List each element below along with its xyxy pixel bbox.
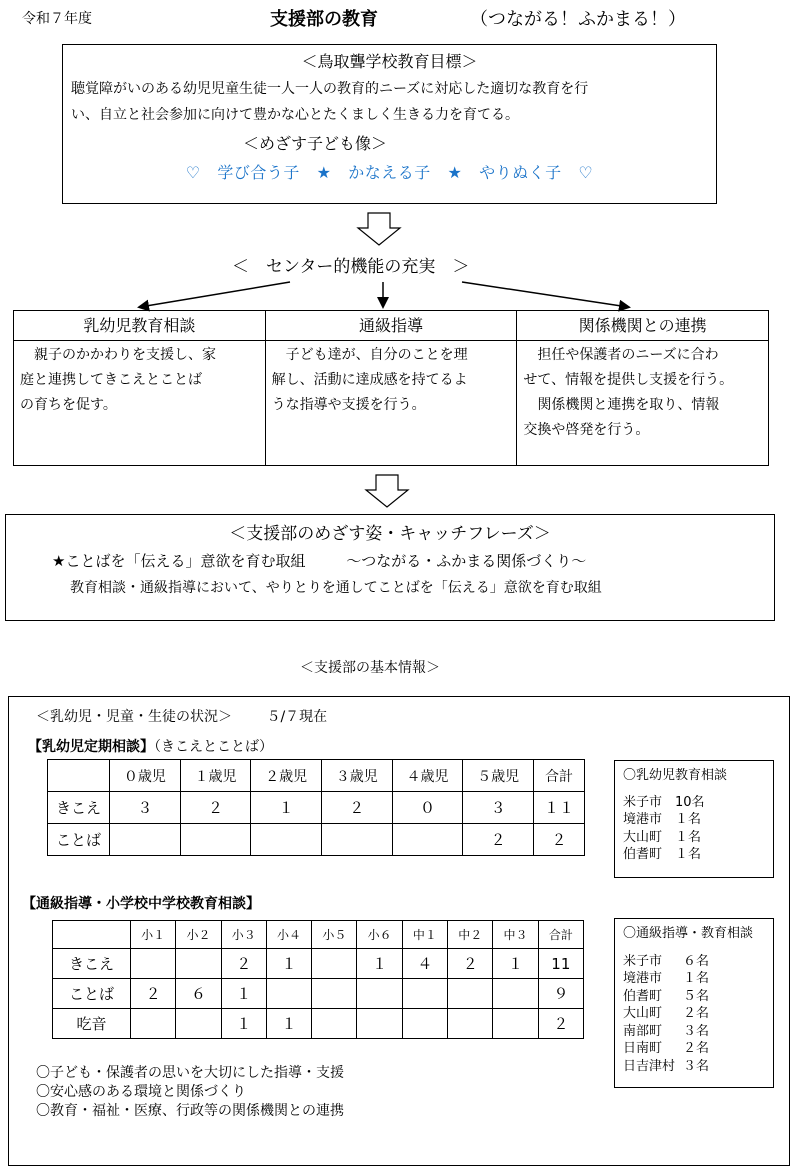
- goal-heading: ＜鳥取聾学校教育目標＞: [301, 52, 478, 71]
- table-row: 吃音 １ １ ２: [53, 1009, 584, 1039]
- column-title: 関係機関との連携: [517, 311, 768, 341]
- ideal-item-1: 学び合う子: [217, 163, 300, 182]
- list-item: 伯耆町 １名: [623, 847, 702, 862]
- column-text: 親子のかかわりを支援し、家 庭と連携してきこえとことば の育ちを促す。: [20, 347, 216, 413]
- table-row: きこえ ３ ２ １ ２ ０ ３ １１: [48, 792, 585, 824]
- table1-title: 【乳幼児定期相談】（きこえとことば）: [28, 739, 273, 755]
- column-title: 乳幼児教育相談: [14, 311, 265, 341]
- page-slogan: （つながる！ふかまる！）: [470, 9, 686, 30]
- table-row: ことば ２ ６ １ ９: [53, 979, 584, 1009]
- hollow-down-arrow-icon: [364, 474, 410, 508]
- list-item: 大山町 １名: [623, 829, 702, 845]
- column-infant-consultation: [14, 311, 266, 465]
- list-item: 〇教育・福祉・医療、行政等の関係機関との連携: [36, 1103, 344, 1119]
- resource-room-table: 小１ 小２ 小３ 小４ 小５ 小６ 中１ 中２ 中３ 合計 きこえ ２ １ １ ４ ２ １ 11 ことば ２ ６ １ ９ 吃音 １ １ ２: [52, 920, 584, 1039]
- list-item: 伯耆町 ５名: [623, 988, 710, 1004]
- list-item: 南部町 ３名: [623, 1023, 710, 1039]
- column-resource-room: [266, 311, 518, 465]
- page-title: 支援部の教育: [270, 9, 378, 30]
- catchphrase-line1: ★ことばを「伝える」意欲を育む取組 〜つながる・ふかまる関係づくり〜: [52, 552, 587, 570]
- list-item: 境港市 １名: [623, 812, 702, 827]
- list-item: 日吉津村 ３名: [623, 1058, 710, 1074]
- column-agency-collaboration: [517, 311, 768, 465]
- ideal-child-list: [63, 160, 716, 183]
- center-function-heading: ＜ センター的機能の充実 ＞: [232, 257, 470, 277]
- ideal-item-2: かなえる子: [348, 163, 431, 182]
- column-text: 子ども達が、自分のことを理 解し、活動に達成感を持てるよ うな指導や支援を行う。: [271, 347, 468, 413]
- fiscal-year: 令和７年度: [22, 11, 92, 27]
- branch-arrows: [0, 270, 800, 315]
- ideal-child-heading: ＜めざす子ども像＞: [243, 134, 388, 153]
- list-item: 大山町 ２名: [623, 1006, 710, 1021]
- table-row: きこえ ２ １ １ ４ ２ １ 11: [53, 949, 584, 979]
- goal-text-line1: 聴覚障がいのある幼児児童生徒一人一人の教育的ニーズに対応した適切な教育を行: [71, 81, 589, 97]
- catchphrase-box: [5, 514, 775, 621]
- infant-consultation-region-box: [614, 760, 774, 878]
- table-row: ことば ２ ２: [48, 824, 585, 856]
- table2-title: 【通級指導・小学校中学校教育相談】: [22, 896, 260, 912]
- goal-text-line2: い、自立と社会参加に向けて豊かな心とたくましく生きる力を育てる。: [71, 107, 519, 123]
- catchphrase-heading: ＜支援部のめざす姿・キャッチフレーズ＞: [229, 524, 551, 544]
- star-icon: ★: [316, 163, 332, 182]
- box-heading: 〇乳幼児教育相談: [623, 768, 728, 783]
- column-title: 通級指導: [266, 311, 517, 341]
- list-item: 米子市 ６名: [623, 953, 710, 969]
- ideal-item-3: やりぬく子: [479, 163, 562, 182]
- infant-consultation-table: ０歳児 １歳児 ２歳児 ３歳児 ４歳児 ５歳児 合計 きこえ ３ ２ １ ２ ０ ３ １１ ことば ２ ２: [47, 759, 585, 856]
- heart-icon: ♡: [578, 163, 594, 182]
- list-item: 〇安心感のある環境と関係づくり: [36, 1084, 246, 1100]
- functions-table: [13, 310, 769, 466]
- heart-icon: ♡: [185, 163, 201, 182]
- column-text: 担任や保護者のニーズに合わ せて、情報を提供し支援を行う。 関係機関と連携を取り、情報 交換や啓発を行う。: [523, 347, 734, 438]
- star-icon: ★: [447, 163, 463, 182]
- resource-room-region-box: [614, 918, 774, 1088]
- school-goal-box: [62, 44, 717, 204]
- list-item: 〇子ども・保護者の思いを大切にした指導・支援: [36, 1065, 344, 1081]
- hollow-down-arrow-icon: [356, 212, 402, 246]
- list-item: 米子市 10名: [623, 794, 705, 810]
- status-heading: ＜乳幼児・児童・生徒の状況＞ ５/７現在: [36, 709, 328, 725]
- catchphrase-line2: 教育相談・通級指導において、やりとりを通してことばを「伝える」意欲を育む取組: [70, 580, 602, 596]
- basic-info-title: ＜支援部の基本情報＞: [300, 660, 440, 676]
- list-item: 日南町 ２名: [623, 1041, 710, 1056]
- policy-list: [36, 1064, 344, 1121]
- list-item: 境港市 １名: [623, 971, 710, 986]
- box-heading: 〇通級指導・教育相談: [623, 926, 754, 941]
